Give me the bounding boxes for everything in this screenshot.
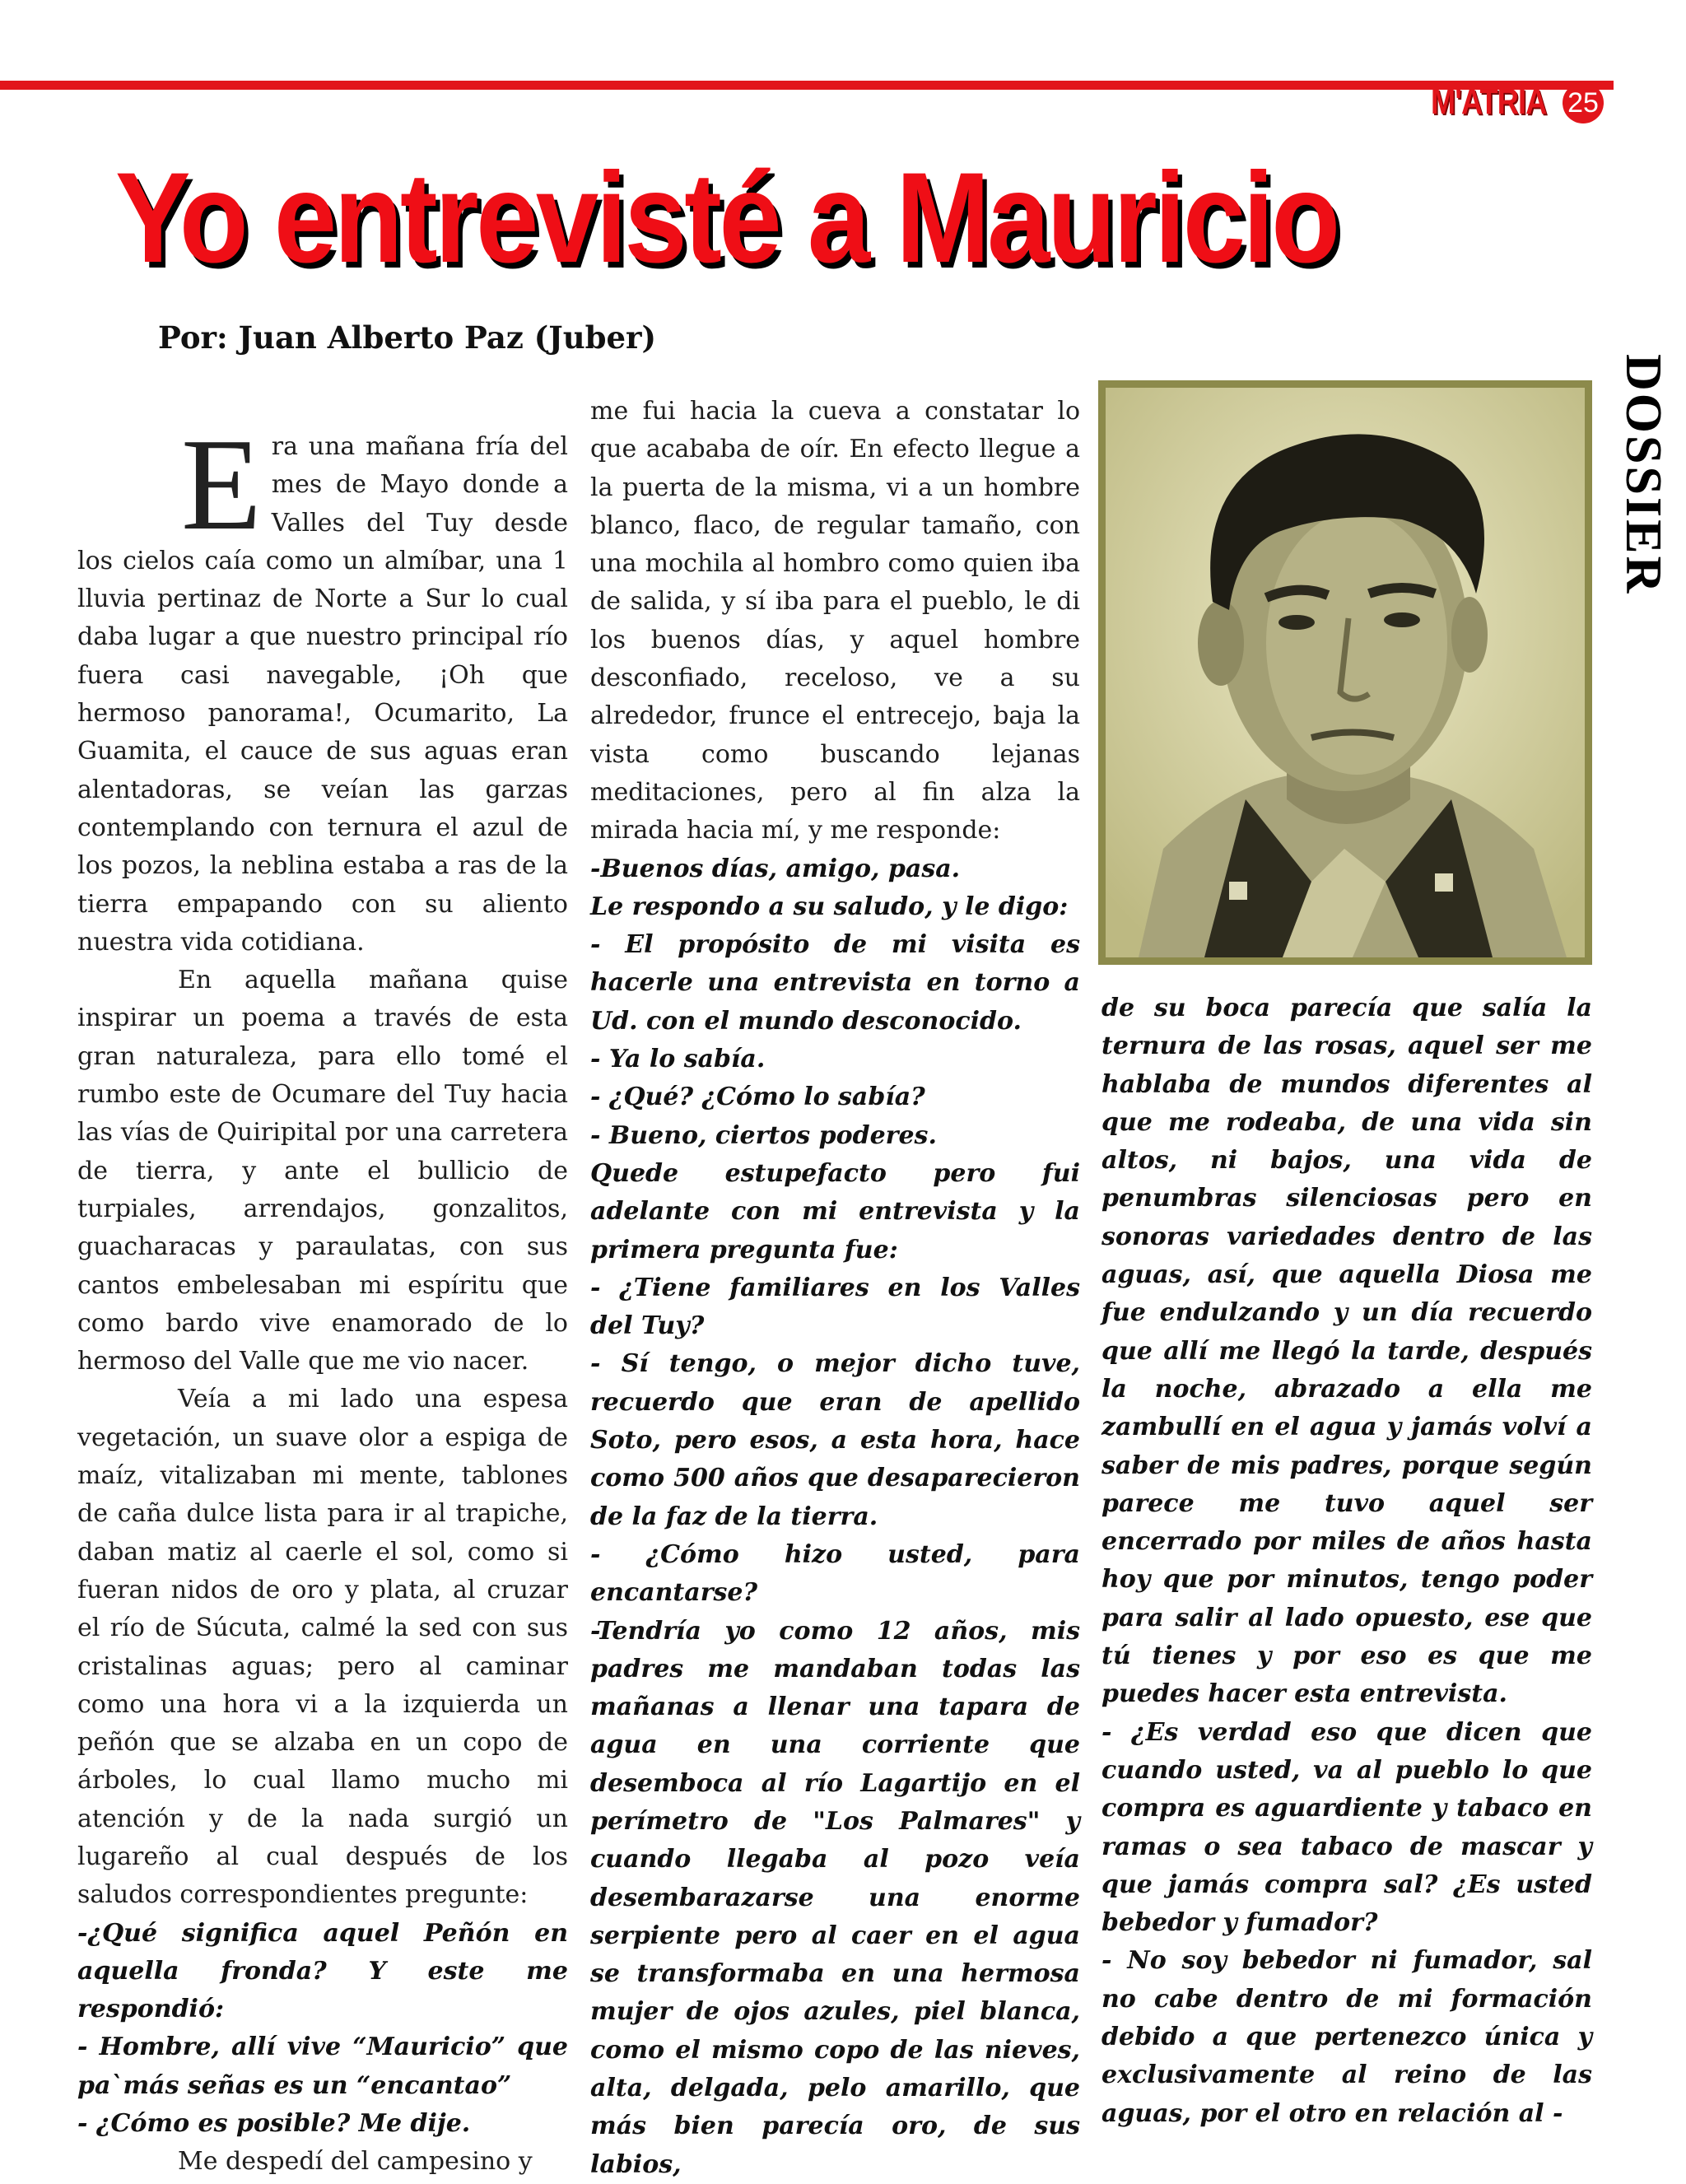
drop-cap: E [181,411,262,557]
dialogue-line: -Tendría yo como 12 años, mis padres me mandaban todas las mañanas a llenar una tapara de agua en una corriente que desemboca al río Lagartijo en el perímetro de "Los Palmares" y cuando llegaba al pozo veía desembarazarse una enorme serpiente pero al caer en el agua se transformaba en una hermosa mujer de ojos azules, piel blanca, como el mismo copo de las nieves, alta, delgada, pelo amarillo, que más bien parecía oro, de sus labios, [590,1616,1080,2179]
paragraph: Veía a mi lado una espesa vegetación, un suave olor a espiga de maíz, vitalizaban mi mente, tablones de caña dulce lista para ir al trapiche, daban matiz al caerle el sol, como si fueran nidos de oro y plata, al cruzar el río de Súcuta, calmé la sed con sus cristalinas aguas; pero al caminar como una hora vi a la izquierda un peñón que se alzaba en un copo de árboles, lo cual llamo mucho mi atención y de la nada surgió un lugareño al cual después de los saludos correspondientes pregunte: [77,1385,568,1910]
dialogue-line: - El propósito de mi visita es hacerle una entrevista en torno a Ud. con el mundo desconocido. [590,930,1080,1036]
paragraph: ra una mañana fría del mes de Mayo donde a Valles del Tuy desde los cielos caía como un almíbar, una 1 lluvia pertinaz de Norte a Sur lo cual daba lugar a que nuestro principal río fuera casi navegable, ¡Oh que hermoso panorama!, Ocumarito, La Guamita, el cauce de sus aguas eran alentadoras, se veían las garzas contemplando con ternura el azul de los pozos, la neblina estaba a ras de la tierra empapando con su aliento nuestra vida cotidiana. [77,432,568,957]
dialogue-line: -¿Qué significa aquel Peñón en aquella fronda? Y este me respondió: [77,1918,568,2024]
dialogue-line: - ¿Cómo hizo usted, para encantarse? [590,1539,1080,1608]
article-column-3 [1101,990,1592,2133]
dialogue-line: - ¿Es verdad eso que dicen que cuando usted, va al pueblo lo que compra es aguardiente y tabaco en ramas o sea tabaco de mascar y que jamás compra sal? ¿Es usted bebedor y fumador? [1101,1717,1592,1938]
article-title: Yo entrevisté a Mauricio [115,147,1338,290]
section-label: DOSSIER [1615,354,1671,596]
article-column-2 [590,393,1080,2184]
paragraph: En aquella mañana quise inspirar un poema a través de esta gran naturaleza, para ello tomé el rumbo este de Ocumare del Tuy hacia las vías de Quiripital por una carretera de tierra, y ante el bullicio de turpiales, arrendajos, gonzalitos, guacharacas y paraulatas, con sus cantos embelesaban mi espíritu que como bardo vive enamorado de lo hermoso del Valle que me vio nacer. [77,966,568,1376]
page-number: 25 [1563,82,1604,123]
dialogue-line: Le respondo a su saludo, y le digo: [590,892,1069,921]
brand-logo: M'ATRIA [1431,81,1547,122]
paragraph: me fui hacia la cueva a constatar lo que acababa de oír. En efecto llegue a la puerta de la misma, vi a un hombre blanco, flaco, de regular tamaño, con una mochila al hombro como quien iba de salida, y sí iba para el pueblo, le di los buenos días, y aquel hombre desconfiado, receloso, ve a su alrededor, frunce el entrecejo, baja la vista como buscando lejanas meditaciones, pero al fin alza la mirada hacia mí, y me responde: [590,397,1080,845]
magazine-brand [1431,77,1599,127]
dialogue-line: -Buenos días, amigo, pasa. [590,854,961,883]
dialogue-line: - No soy bebedor ni fumador, sal no cabe dentro de mi formación debido a que pertenezco única y exclusivamente al reino de las aguas, por el otro en relación al - [1101,1946,1592,2128]
dialogue-line: - Hombre, allí vive “Mauricio” que pa`más señas es un “encantao” [77,2033,568,2100]
dialogue-line: - Sí tengo, o mejor dicho tuve, recuerdo que eran de apellido Soto, pero esos, a esta hora, hace como 500 años que desaparecieron de la faz de la tierra. [590,1349,1080,1531]
dialogue-line: - ¿Cómo es posible? Me dije. [77,2109,471,2139]
dialogue-line: - ¿Tiene familiares en los Valles del Tuy? [590,1273,1080,1341]
paragraph: Me despedí del campesino y [178,2147,533,2177]
dialogue-line: - Ya lo sabía. [590,1045,766,1074]
dialogue-line: de su boca parecía que salía la ternura de las rosas, aquel ser me hablaba de mundos diferentes al que me rodeaba, de una vida sin altos, ni bajos, una vida de penumbras silenciosas pero en sonoras variedades dentro de las aguas, así, que aquella Diosa me fue endulzando y un día recuerdo que allí me llegó la tarde, después la noche, abrazado a ella me zambullí en el agua y jamás volví a saber de mis padres, porque según parece me tuvo aquel ser encerrado por miles de años hasta hoy que por minutos, tengo poder para salir al lado opuesto, ese que tú tienes y por eso es que me puedes hacer esta entrevista. [1101,994,1592,1709]
article-column-1 [77,411,568,2182]
byline: Por: Juan Alberto Paz (Juber) [158,319,657,356]
portrait-photo [1098,380,1592,965]
dialogue-line: - ¿Qué? ¿Cómo lo sabía? [590,1083,925,1112]
header-rule [0,81,1614,90]
dialogue-line: Quede estupefacto pero fui adelante con mi entrevista y la primera pregunta fue: [590,1158,1080,1264]
portrait-illustration [1106,388,1585,957]
dialogue-line: - Bueno, ciertos poderes. [590,1120,937,1150]
